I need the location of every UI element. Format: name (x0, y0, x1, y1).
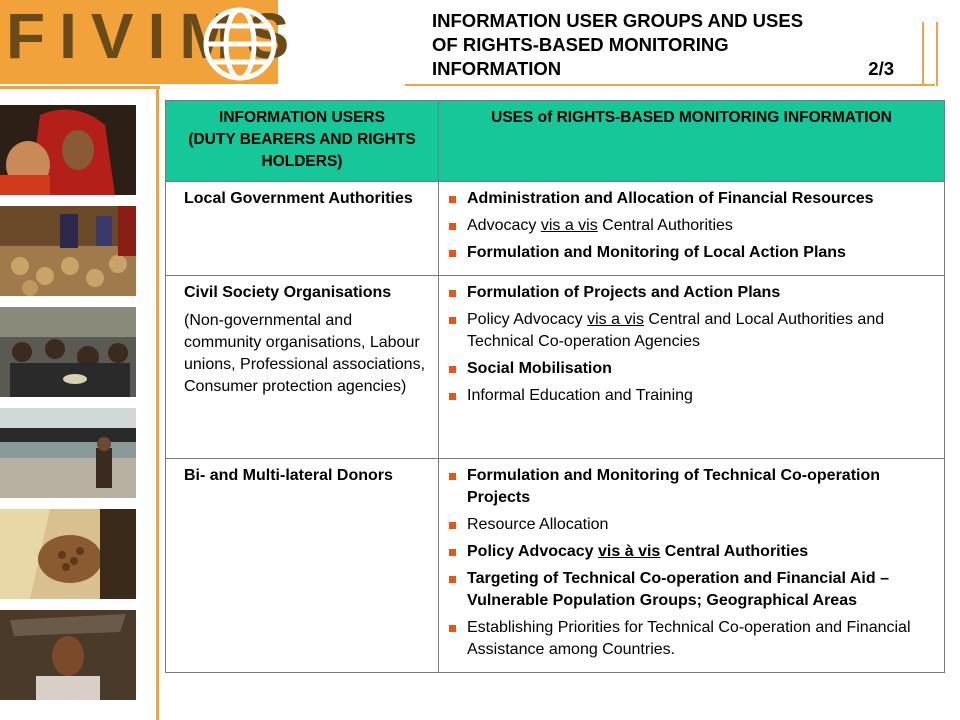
list-item: Advocacy vis a vis Central Authorities (447, 215, 936, 237)
user-group-cell (166, 276, 439, 459)
photo-people-drying-crops (0, 206, 136, 296)
list-item: Establishing Priorities for Technical Co-operation and Financial Assistance among Countries. (447, 617, 936, 661)
divider (936, 22, 938, 86)
photo-woman-with-child (0, 105, 136, 195)
photo-child-carrying-wood (0, 610, 136, 700)
list-item: Formulation of Projects and Action Plans (447, 282, 936, 304)
list-item: Policy Advocacy vis a vis Central and Local Authorities and Technical Co-operation Agencies (447, 309, 936, 353)
photo-fish-drying (0, 408, 136, 498)
divider (0, 86, 160, 89)
logo-banner (0, 0, 304, 84)
photo-hands-with-grain (0, 509, 136, 599)
list-item: Policy Advocacy vis à vis Central Authorities (447, 541, 936, 563)
photo-children-eating (0, 307, 136, 397)
list-item: Formulation and Monitoring of Local Action Plans (447, 242, 936, 264)
table-row (166, 276, 945, 459)
list-item: Formulation and Monitoring of Technical Co-operation Projects (447, 465, 936, 509)
user-group-description: (Non-governmental and community organisations, Labour unions, Professional associations, Consumer protection agencies) (184, 312, 426, 395)
page-number: 2/3 (868, 58, 894, 79)
list-item: Resource Allocation (447, 514, 936, 536)
user-group-name: Local Government Authorities (184, 190, 413, 207)
user-group-cell (166, 182, 439, 276)
header-left-line-2: (DUTY BEARERS AND RIGHTS HOLDERS) (188, 131, 416, 170)
globe-icon (200, 4, 278, 82)
column-header-uses (439, 101, 945, 182)
table-row (166, 459, 945, 673)
title-line-3: INFORMATION (432, 58, 562, 79)
user-group-name: Civil Society Organisations (184, 284, 392, 301)
uses-cell (439, 459, 945, 673)
table-header-row (166, 101, 945, 182)
page-title (432, 9, 902, 81)
title-line-2: OF RIGHTS-BASED MONITORING (432, 34, 729, 55)
users-uses-table (165, 100, 945, 673)
uses-cell (439, 182, 945, 276)
header-left-line-1: INFORMATION USERS (219, 109, 385, 126)
divider (922, 22, 924, 86)
list-item: Targeting of Technical Co-operation and Financial Aid – Vulnerable Population Groups; Geographical Areas (447, 568, 936, 612)
list-item: Administration and Allocation of Financial Resources (447, 188, 936, 210)
column-header-users (166, 101, 439, 182)
divider (405, 84, 935, 86)
divider (156, 86, 159, 720)
photo-column (0, 105, 138, 711)
logo-text: FIVIMS (6, 0, 304, 72)
header-right-label: USES of RIGHTS-BASED MONITORING INFORMATION (491, 109, 892, 126)
user-group-cell (166, 459, 439, 673)
list-item: Informal Education and Training (447, 385, 936, 407)
uses-list (447, 188, 936, 264)
uses-cell (439, 276, 945, 459)
uses-list (447, 465, 936, 661)
list-item: Social Mobilisation (447, 358, 936, 380)
user-group-name: Bi- and Multi-lateral Donors (184, 467, 393, 484)
uses-list (447, 282, 936, 407)
title-line-1: INFORMATION USER GROUPS AND USES (432, 10, 804, 31)
table-row (166, 182, 945, 276)
